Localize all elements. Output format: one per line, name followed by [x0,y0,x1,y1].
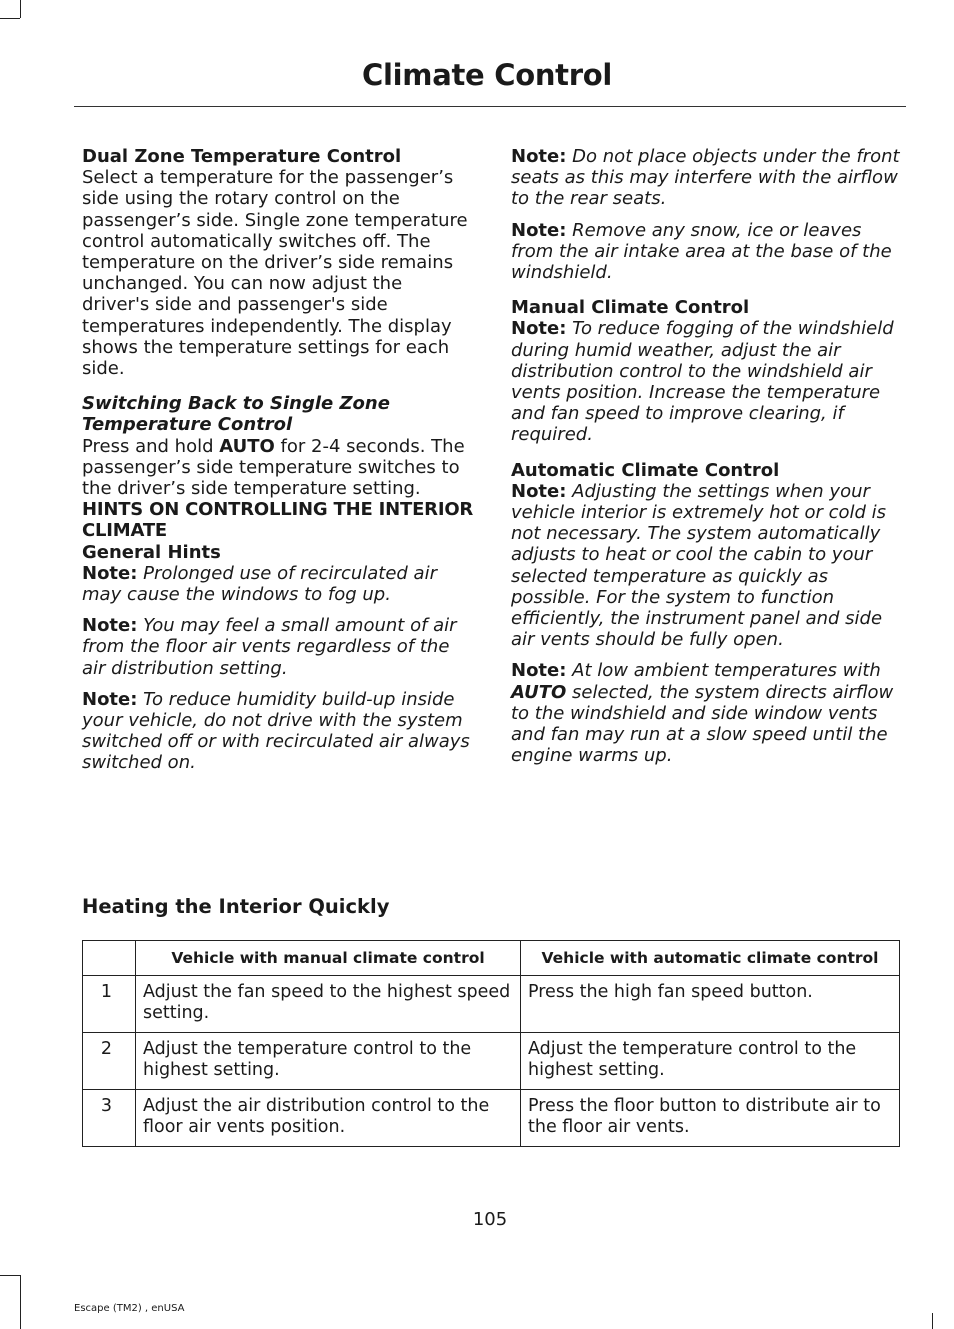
note-label: Note: [511,146,567,167]
table-row [83,976,900,1033]
crop-mark [0,1275,20,1276]
note-text-suffix: selected, the system directs airflow to the windshield and side window vents and fan may run at a slow speed until the engine warms up. [511,681,894,767]
table-header-cell: Vehicle with automatic climate control [521,941,900,976]
note-text: Adjusting the settings when your vehicle interior is extremely hot or cold is not necessary. The system automatically adjusts to heat or cool the cabin to your selected temperature as quickly as possible. For the system to function efficiently, the instrument panel and side air vents should be fully open. [511,480,887,651]
note-text-prefix: At low ambient temperatures with [566,660,881,682]
note-label: Note: [82,688,138,710]
crop-mark [932,1313,933,1329]
note-label: Note: [511,318,567,340]
note-text: You may feel a small amount of air from the floor air vents regardless of the air distribution setting. [82,615,457,679]
auto-keyword: AUTO [511,681,567,703]
switch-body-prefix: Press and hold [82,435,220,457]
note-rear-seats [511,146,903,210]
note-text: Do not place objects under the front seats as this may interfere with the airflow to the rear seats. [511,146,900,210]
note-floor-air [82,615,474,679]
auto-step: Press the high fan speed button. [521,976,900,1033]
heating-table [82,940,900,1147]
crop-mark [20,0,21,18]
note-label: Note: [82,615,138,637]
switch-body-suffix: for 2-4 seconds. The passenger’s side temperature switches to the driver’s side temperature setting. [82,435,465,500]
note-air-intake [511,220,903,284]
table-header-row [83,941,900,976]
switch-body [82,436,474,500]
note-fogging [511,318,903,445]
note-label: Note: [511,219,567,241]
table-row [83,1090,900,1147]
manual-step: Adjust the temperature control to the highest setting. [136,1033,521,1090]
dual-zone-heading: Dual Zone Temperature Control [82,146,402,167]
left-column [82,146,474,774]
auto-step: Adjust the temperature control to the highest setting. [521,1033,900,1090]
crop-mark [0,18,20,19]
step-number: 2 [83,1033,136,1090]
switch-heading: Switching Back to Single Zone Temperature Control [82,393,390,436]
note-label: Note: [511,480,567,502]
note-text: Prolonged use of recirculated air may cause the windows to fog up. [82,562,437,606]
step-number: 1 [83,976,136,1033]
auto-step: Press the floor button to distribute air to the floor air vents. [521,1090,900,1147]
page-title: Climate Control [362,58,612,92]
footer-text: Escape (TM2) , enUSA [74,1303,185,1314]
note-low-ambient [511,660,903,766]
step-number: 3 [83,1090,136,1147]
note-humidity [82,689,474,774]
note-adjusting [511,481,903,651]
table-row [83,1033,900,1090]
page-number: 105 [472,1209,508,1230]
general-hints-heading: General Hints [82,541,221,563]
note-label: Note: [82,562,138,584]
manual-step: Adjust the fan speed to the highest speed setting. [136,976,521,1033]
dual-zone-body: Select a temperature for the passenger’s side using the rotary control on the passenger’s side. Single zone temperature control automatically switches off. The temperature on the driver’s side remains unchanged. You can now adjust the driver's side and passenger's side temperatures independently. The display shows the temperature settings for each side. [82,167,468,380]
right-column [511,146,903,766]
table-header-cell [83,941,136,976]
note-text: To reduce fogging of the windshield during humid weather, adjust the air distribution control to the windshield air vents position. Increase the temperature and fan speed to improve clearing, if required. [511,318,894,446]
crop-mark [20,1275,21,1329]
note-text: Remove any snow, ice or leaves from the air intake area at the base of the windshield. [511,219,892,284]
note-recirculated [82,563,474,605]
note-label: Note: [511,660,567,682]
manual-step: Adjust the air distribution control to the floor air vents position. [136,1090,521,1147]
manual-climate-heading: Manual Climate Control [511,297,750,319]
heating-heading: Heating the Interior Quickly [82,895,390,918]
title-divider [74,106,906,107]
auto-keyword: AUTO [219,435,275,457]
hints-heading: HINTS ON CONTROLLING THE INTERIOR CLIMATE [82,499,474,542]
note-text: To reduce humidity build-up inside your vehicle, do not drive with the system switched off or with recirculated air always switched on. [82,688,470,774]
auto-climate-heading: Automatic Climate Control [511,459,780,481]
table-header-cell: Vehicle with manual climate control [136,941,521,976]
